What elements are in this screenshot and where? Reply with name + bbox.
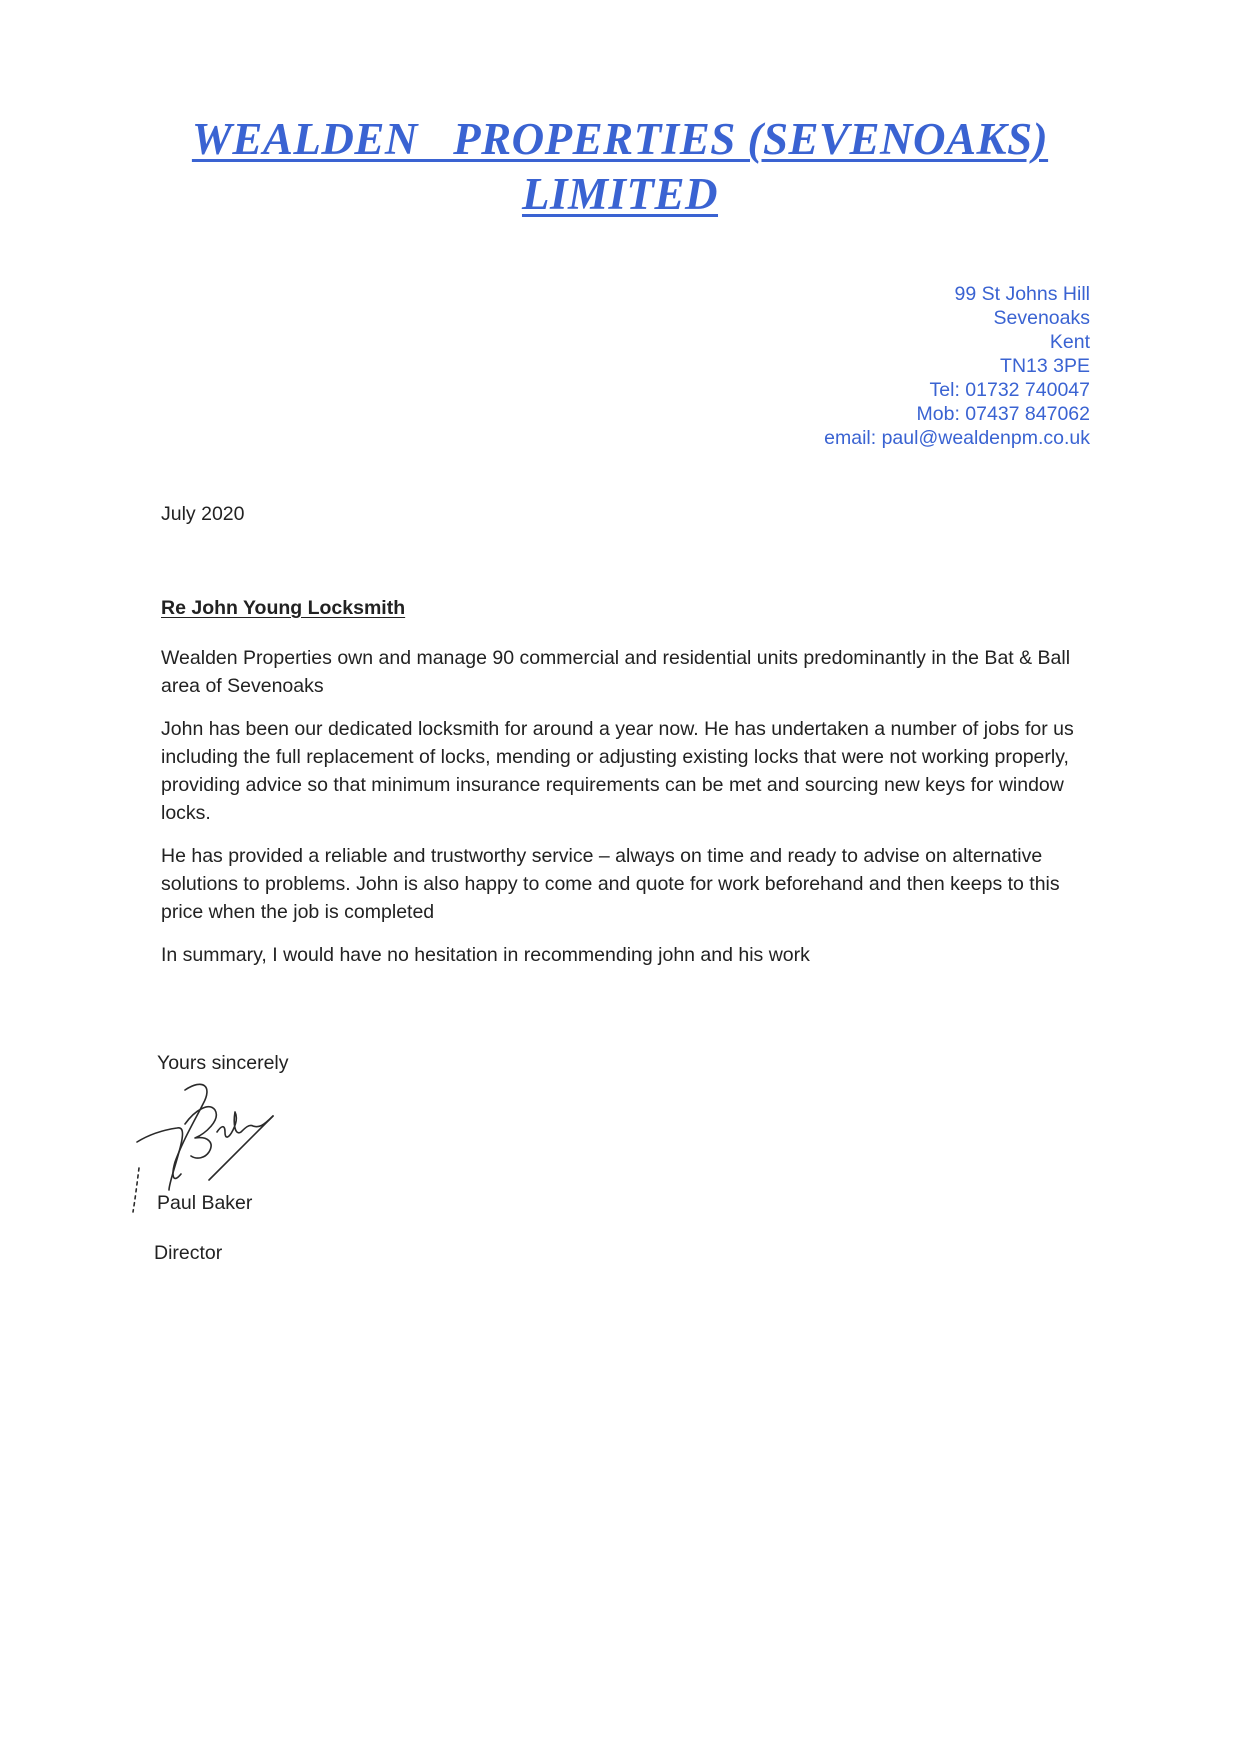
signer-title: Director [154, 1242, 223, 1264]
body-paragraph-4: In summary, I would have no hesitation in recommending john and his work [161, 944, 810, 966]
company-name-line-2: LIMITED [521, 169, 719, 219]
letter-date: July 2020 [161, 503, 245, 525]
body-paragraph-3: He has provided a reliable and trustworthy service – always on time and ready to advise on alternative solutions to problems. John is also happy to come and quote for work beforehand and then keeps to this price when the job is completed [161, 845, 1060, 923]
address-street: 99 St Johns Hill [954, 283, 1090, 305]
body-paragraph-1: Wealden Properties own and manage 90 commercial and residential units predominantly in the Bat & Ball area of Sevenoaks [161, 647, 1071, 697]
letter-body [161, 644, 1096, 984]
address-mobile: Mob: 07437 847062 [916, 403, 1090, 425]
letter-subject: Re John Young Locksmith [161, 597, 406, 619]
sender-address [824, 282, 1090, 450]
company-name-line-1: WEALDEN PROPERTIES (SEVENOAKS) [191, 114, 1049, 164]
address-email: email: paul@wealdenpm.co.uk [824, 427, 1090, 449]
body-paragraph-2: John has been our dedicated locksmith for around a year now. He has undertaken a number of jobs for us including the full replacement of locks, mending or adjusting existing locks that were not working properly, providing advice so that minimum insurance requirements can be met and sourcing new keys for window locks. [161, 718, 1074, 824]
letterhead [0, 112, 1240, 222]
address-telephone: Tel: 01732 740047 [929, 379, 1090, 401]
letter-closing: Yours sincerely [157, 1052, 289, 1074]
address-postcode: TN13 3PE [1000, 355, 1090, 377]
address-county: Kent [1049, 331, 1090, 353]
signer-name: Paul Baker [157, 1192, 253, 1214]
address-town: Sevenoaks [993, 307, 1090, 329]
